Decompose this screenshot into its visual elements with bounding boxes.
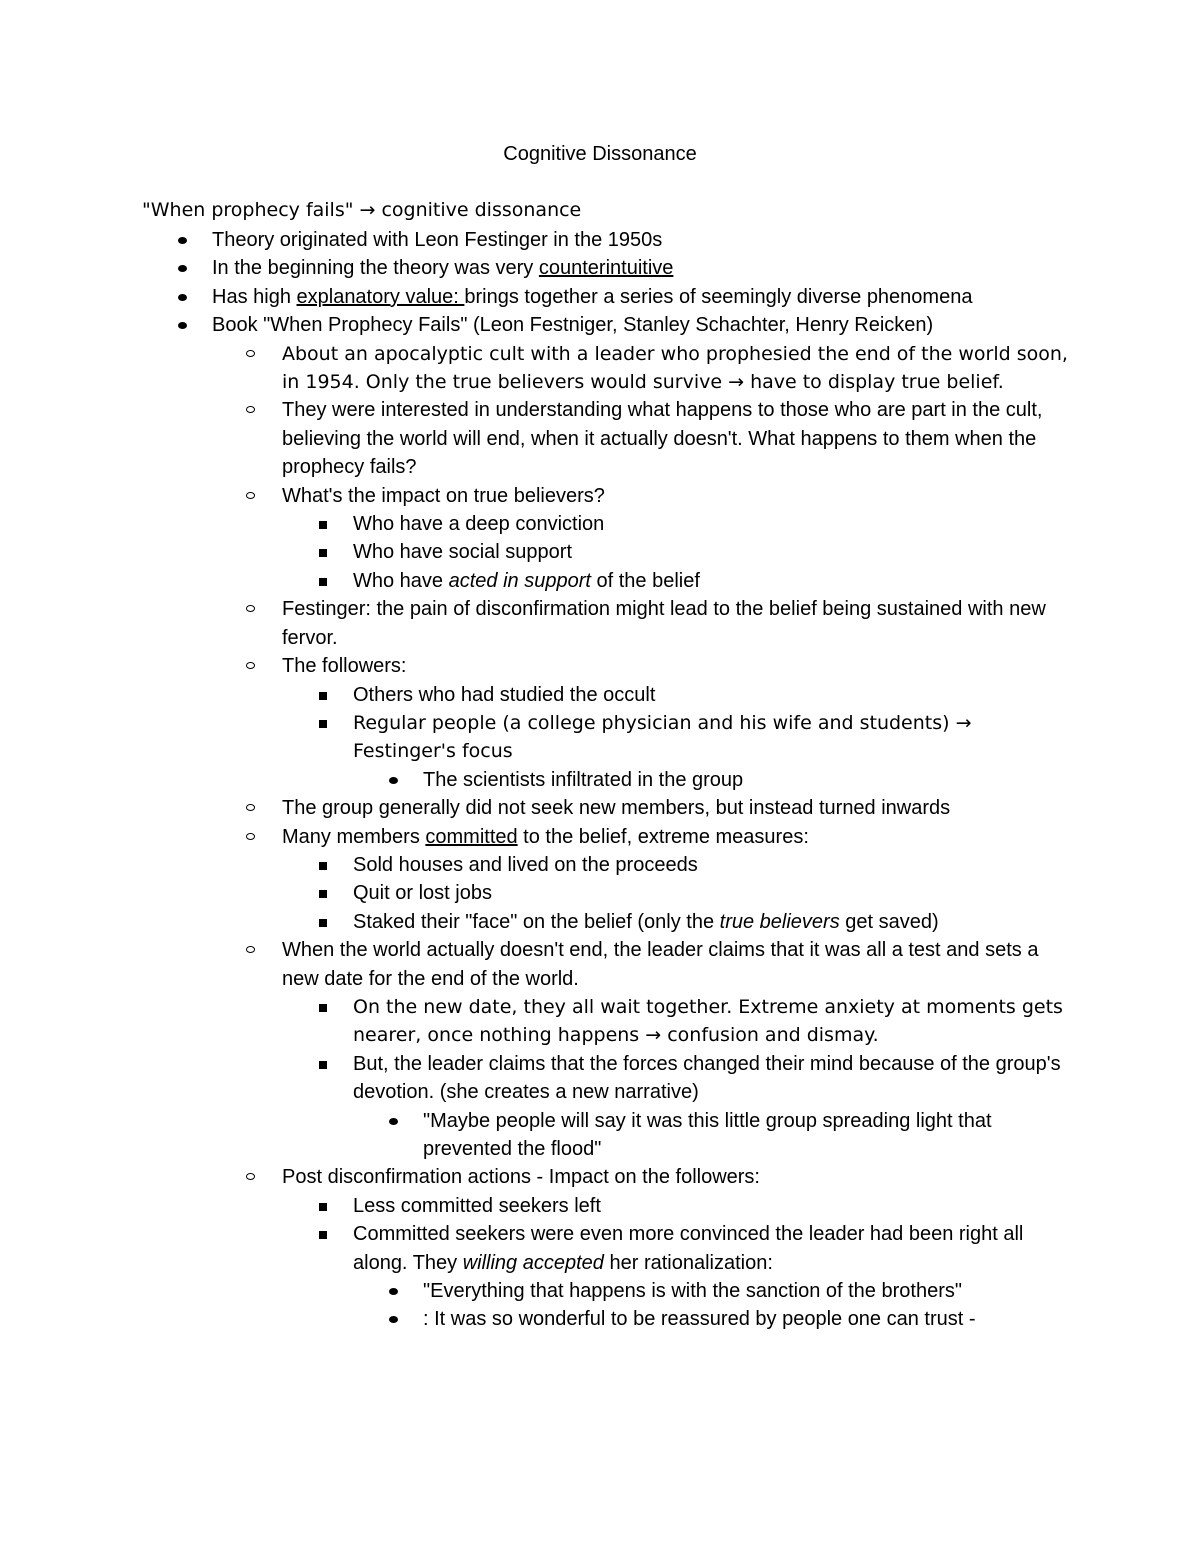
- list-item: [423, 1277, 1072, 1305]
- list-item: [212, 254, 1072, 282]
- ring-bullet-icon: [246, 1163, 266, 1191]
- list-item: [353, 538, 1072, 566]
- item-text: On the new date, they all wait together. Extreme anxiety at moments gets nearer, once nothing happens → confusion and dismay.: [353, 995, 1063, 1047]
- dot-bullet-icon: [387, 1107, 407, 1135]
- square-bullet-icon: [317, 851, 337, 879]
- item-text: They were interested in understanding what happens to those who are part in the cult, believing the world will end, when it actually doesn't. What happens to them when the prophecy fails?: [282, 399, 1043, 479]
- dot-bullet-icon: [387, 1305, 407, 1333]
- item-text: Has high: [212, 285, 297, 308]
- item-text: get saved): [839, 910, 939, 933]
- list-item: [353, 1220, 1072, 1277]
- list-item: [353, 851, 1072, 879]
- item-text: What's the impact on true believers?: [282, 484, 605, 507]
- list-item: [282, 1163, 1072, 1191]
- item-text: Festinger: the pain of disconfirmation might lead to the belief being sustained with new fervor.: [282, 598, 1046, 649]
- dot-bullet-icon: [387, 766, 407, 794]
- list-item: [282, 794, 1072, 822]
- ring-bullet-icon: [246, 595, 266, 623]
- list-item: [353, 709, 1072, 766]
- list-item: [282, 340, 1072, 397]
- list-item: [353, 567, 1072, 595]
- underlined-text: counterintuitive: [538, 257, 674, 280]
- list-item: [353, 1192, 1072, 1220]
- item-text: The followers:: [282, 655, 407, 678]
- item-text: About an apocalyptic cult with a leader who prophesied the end of the world soon, in 1954. Only the true believers would survive → have to display true belief.: [282, 342, 1068, 394]
- dot-bullet-icon: [176, 311, 196, 339]
- item-text: brings together a series of seemingly diverse phenomena: [464, 285, 973, 308]
- document-title: Cognitive Dissonance: [503, 143, 697, 165]
- square-bullet-icon: [317, 538, 337, 566]
- item-text: Who have social support: [353, 541, 573, 564]
- list-item: [282, 936, 1072, 993]
- item-text: In the beginning the theory was very: [212, 257, 539, 280]
- item-text: Sold houses and lived on the proceeds: [353, 853, 698, 876]
- list-item: [423, 1305, 1072, 1333]
- ring-bullet-icon: [246, 794, 266, 822]
- dot-bullet-icon: [176, 283, 196, 311]
- list-item: [353, 1050, 1072, 1107]
- ring-bullet-icon: [246, 396, 266, 424]
- list-item: [353, 879, 1072, 907]
- italic-text: acted in support: [448, 569, 591, 592]
- ring-bullet-icon: [246, 936, 266, 964]
- square-bullet-icon: [317, 709, 337, 737]
- item-text: Book "When Prophecy Fails" (Leon Festniger, Stanley Schachter, Henry Reicken): [212, 314, 934, 337]
- item-text: to the belief, extreme measures:: [517, 825, 809, 848]
- item-text: : It was so wonderful to be reassured by people one can trust -: [423, 1308, 976, 1331]
- ring-bullet-icon: [246, 340, 266, 368]
- list-item: [353, 908, 1072, 936]
- list-item: [282, 823, 1072, 851]
- item-text: "Maybe people will say it was this little group spreading light that prevented the flood": [423, 1109, 992, 1160]
- dot-bullet-icon: [387, 1277, 407, 1305]
- ring-bullet-icon: [246, 482, 266, 510]
- item-text: Many members: [282, 825, 426, 848]
- item-text: Less committed seekers left: [353, 1194, 601, 1217]
- square-bullet-icon: [317, 908, 337, 936]
- ring-bullet-icon: [246, 652, 266, 680]
- italic-text: willing accepted: [462, 1251, 604, 1274]
- list-item: [212, 226, 1072, 254]
- list-item: [353, 993, 1072, 1050]
- list-item: [353, 681, 1072, 709]
- list-item: [423, 766, 1072, 794]
- square-bullet-icon: [317, 681, 337, 709]
- italic-text: true believers: [719, 910, 840, 933]
- item-text: But, the leader claims that the forces changed their mind because of the group's devotion. (she creates a new narrative): [353, 1052, 1061, 1104]
- square-bullet-icon: [317, 1192, 337, 1220]
- square-bullet-icon: [317, 1220, 337, 1248]
- square-bullet-icon: [317, 879, 337, 907]
- list-item: [282, 652, 1072, 680]
- item-text: Staked their "face" on the belief (only the: [353, 910, 720, 933]
- item-text: The scientists infiltrated in the group: [423, 768, 744, 791]
- item-text: When the world actually doesn't end, the leader claims that it was all a test and sets a new date for the end of the world.: [282, 939, 1039, 990]
- item-text: The group generally did not seek new members, but instead turned inwards: [282, 797, 951, 820]
- item-text: Who have a deep conviction: [353, 513, 605, 536]
- list-item: [282, 396, 1072, 481]
- item-text: Who have: [353, 569, 449, 592]
- ring-bullet-icon: [246, 823, 266, 851]
- underlined-text: committed: [425, 825, 518, 848]
- item-text: "Everything that happens is with the sanction of the brothers": [423, 1280, 962, 1303]
- item-text: her rationalization:: [603, 1251, 773, 1274]
- square-bullet-icon: [317, 993, 337, 1021]
- square-bullet-icon: [317, 510, 337, 538]
- square-bullet-icon: [317, 1050, 337, 1078]
- item-text: Regular people (a college physician and his wife and students) → Festinger's focus: [353, 711, 972, 763]
- item-text: Committed seekers were even more convinced the leader had been right all along. They: [353, 1223, 1024, 1274]
- underlined-text: explanatory value:: [296, 285, 465, 308]
- section-heading: "When prophecy fails" → cognitive dissonance: [142, 199, 582, 221]
- dot-bullet-icon: [176, 254, 196, 282]
- item-text: Post disconfirmation actions - Impact on the followers:: [282, 1166, 760, 1189]
- dot-bullet-icon: [176, 226, 196, 254]
- list-item: [423, 1107, 1072, 1164]
- item-text: Theory originated with Leon Festinger in the 1950s: [212, 229, 663, 251]
- list-item: [212, 311, 1072, 339]
- list-item: [212, 283, 1072, 311]
- list-item: [282, 595, 1072, 652]
- list-item: [353, 510, 1072, 538]
- square-bullet-icon: [317, 567, 337, 595]
- list-item: [282, 482, 1072, 510]
- item-text: Quit or lost jobs: [353, 882, 492, 905]
- item-text: of the belief: [590, 569, 700, 592]
- item-text: Others who had studied the occult: [353, 683, 656, 706]
- bullet-list: [142, 226, 1072, 1334]
